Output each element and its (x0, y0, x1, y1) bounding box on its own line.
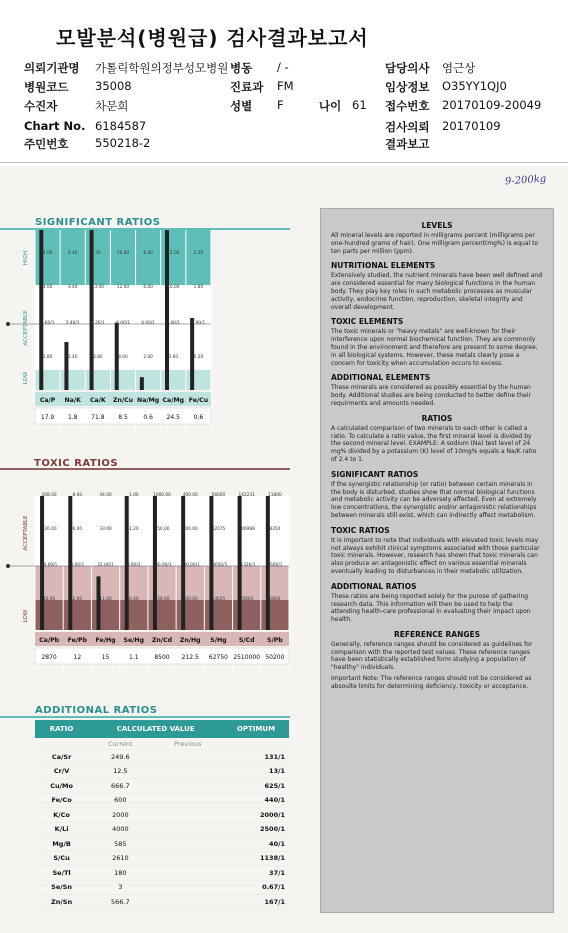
field-label: 진료과 (230, 80, 264, 94)
significant-ratios-chart (0, 228, 300, 438)
table-row (35, 808, 289, 823)
bar (90, 230, 94, 390)
tick-label: 6.00 (72, 527, 83, 532)
tick-label: 84.00/1 (40, 563, 58, 568)
current-cell: 666.7 (88, 779, 152, 794)
table-row (35, 866, 289, 881)
field-label: Chart No. (24, 119, 86, 133)
tick-label: 400.00 (182, 493, 198, 498)
tick-label: 28050/1 (209, 563, 228, 568)
category-label: Fe/Hg (95, 637, 116, 644)
current-cell: 4000 (88, 822, 152, 837)
tick-label: 2800 (269, 597, 281, 602)
current-cell: 585 (88, 837, 152, 852)
tick-label: 500.00/1 (152, 563, 172, 568)
subheader-current: Current (88, 738, 152, 750)
field-label: 성별 (230, 99, 253, 113)
tick-label: 2.00 (143, 355, 153, 360)
tick-label: 2.00 (72, 597, 83, 602)
value-label: 2870 (41, 654, 57, 661)
ratio-cell: K/Li (35, 822, 88, 837)
field-label: 주민번호 (24, 137, 69, 151)
tick-label: 35663 (239, 597, 254, 602)
significant-ratios-title: SIGNIFICANT RATIOS (35, 217, 161, 228)
tick-label: 7.00/1 (166, 321, 181, 326)
panel-heading: TOXIC RATIOS (331, 525, 390, 535)
ratio-cell: Zn/Sn (35, 895, 88, 910)
category-label: S/Pb (267, 637, 283, 644)
zone-label: ACCEPTABLE (23, 515, 29, 551)
tick-label: 12.00 (116, 285, 130, 290)
panel-paragraph: Extensively studied, the nutrient minerals have been well defined and are considered essential for many biological functions in the human body. They play key roles in such metabolic processes as muscular activity, endocrine function, reproduction, skeletal integrity and overall development. (331, 272, 543, 311)
field-value: 20170109 (442, 119, 501, 133)
tick-label: 14025 (211, 597, 226, 602)
category-label: Na/K (64, 397, 81, 404)
field-value: 61 (352, 98, 367, 112)
optimum-cell: 2000/1 (223, 808, 289, 823)
current-cell: 600 (88, 793, 152, 808)
tick-label: 0.80/1 (126, 563, 141, 568)
tick-label: 4.00/1 (70, 563, 85, 568)
tick-label: 4.20/1 (90, 321, 105, 326)
zone-label: ACCEPTABLE (23, 310, 29, 346)
section-rule (0, 716, 290, 718)
panel-paragraph: All mineral levels are reported in milligrams percent (milligrams per one-hundred grams of hair). One milligram percent(mg%) is equal to ten parts per million (ppm). (331, 232, 539, 255)
value-label: 0.6 (143, 414, 153, 421)
field-value: F (277, 98, 284, 112)
panel-heading: SIGNIFICANT RATIOS (331, 469, 419, 479)
value-label: 212.5 (181, 654, 199, 661)
optimum-cell: 1138/1 (223, 851, 289, 866)
field-label: 수진자 (24, 99, 58, 113)
tick-label: 1.40 (67, 355, 78, 360)
previous-cell (153, 837, 224, 852)
previous-cell (153, 779, 224, 794)
tick-label: 1.20 (128, 527, 139, 532)
previous-cell (153, 764, 224, 779)
table-row (35, 880, 289, 895)
tick-label: 2.40/1 (65, 321, 80, 326)
ratio-cell: K/Co (35, 808, 88, 823)
tick-label: 4.00/1 (141, 321, 156, 326)
previous-cell (153, 880, 224, 895)
field-value: / - (277, 60, 289, 74)
previous-cell (153, 808, 224, 823)
optimum-cell: 625/1 (223, 779, 289, 794)
value-label: 8.5 (118, 414, 128, 421)
tick-label: 2.60/1 (40, 321, 55, 326)
tick-label: 20 (95, 251, 101, 256)
additional-ratios-title: ADDITIONAL RATIOS (35, 705, 158, 716)
previous-cell (153, 750, 224, 765)
tick-label: 168.00 (41, 493, 57, 498)
tick-label: 42.00 (42, 597, 56, 602)
value-label: 2510000 (233, 654, 261, 661)
tick-label: 106988 (238, 527, 255, 532)
tick-label: 3.00 (42, 285, 53, 290)
tick-label: 11800 (268, 493, 282, 498)
previous-cell (153, 851, 224, 866)
table-row (35, 779, 289, 794)
field-value: 20170109-20049 (442, 98, 542, 112)
field-label: 의뢰기관명 (24, 61, 80, 75)
tick-label: 250.00 (154, 597, 170, 602)
table-row (35, 822, 289, 837)
optimum-cell: 2500/1 (223, 822, 289, 837)
zone-band (35, 600, 289, 630)
tick-label: 42075 (211, 527, 226, 532)
zone-band (35, 370, 211, 390)
zone-band (35, 230, 211, 285)
panel-paragraph: If the synergistic relationship (or ratio) between certain minerals in the body is disturbed, studies show that normal biological functions and metabolic activity can be adversely affected. Even at extremely low concentrations, the synergistic and/or antagonistic relationships between minerals still exist, which can indirectly affect metabolism. (331, 480, 537, 519)
bar (64, 342, 68, 390)
tick-label: 8.00 (143, 251, 153, 256)
field-value: 차문희 (95, 99, 129, 113)
value-label: 62750 (208, 654, 228, 661)
toxic-ratios-title: TOXIC RATIOS (34, 458, 119, 469)
tick-label: 2.80 (93, 355, 103, 360)
category-label: Zn/Hg (179, 637, 201, 644)
zone-label: HIGH (23, 250, 29, 266)
tick-label: 71326/1 (237, 563, 256, 568)
tick-label: 200.00/1 (180, 563, 200, 568)
optimum-cell: 131/1 (223, 750, 289, 765)
table-row (35, 750, 289, 765)
panel-paragraph: A calculated comparison of two minerals to each other is called a ratio. To calculate a ratio value, the first mineral level is divided by the second mineral level. EXAMPLE: A sodium (Na) test level of 24 mg% divided by a potassium (K) level of 10mg% equals a Na/K ratio of 2.4 to 1. (331, 424, 537, 463)
zone-label: LOW (23, 609, 29, 623)
panel-heading: RATIOS (421, 413, 453, 423)
current-cell: 249.6 (88, 750, 152, 765)
current-cell: 2610 (88, 851, 152, 866)
tick-label: 1.80 (42, 355, 53, 360)
tick-label: 5600/1 (267, 563, 283, 568)
field-value: 6184587 (95, 119, 147, 133)
field-value: FM (277, 79, 294, 93)
previous-cell (153, 866, 224, 881)
field-value: 염근상 (442, 61, 476, 75)
value-label: 1.8 (67, 414, 78, 421)
value-label: 8500 (154, 654, 170, 661)
category-label: Fe/Cu (188, 397, 209, 404)
tick-label: 8.00 (72, 493, 83, 498)
tick-label: 8350 (269, 527, 281, 532)
panel-paragraph: The toxic minerals or "heavy metals" are well-known for their interference upon normal biochemical function. They are commonly found in the environment and therefore are present to some degree, in all biological systems. However, these metals clearly pose a concern for toxicity when accumulation occurs to excess. (331, 328, 538, 367)
category-label: Ca/Pb (39, 637, 60, 644)
handwritten-note: 9-200kg (504, 173, 547, 188)
table-row (35, 793, 289, 808)
tick-label: 11.00 (99, 597, 112, 602)
tick-label: 100.00 (182, 597, 198, 602)
optimum-cell: 0.67/1 (223, 880, 289, 895)
panel-heading: ADDITIONAL ELEMENTS (331, 373, 431, 383)
tick-label: 6.00 (143, 285, 153, 290)
ratio-cell: Se/Sn (35, 880, 88, 895)
col-ratio: RATIO (35, 720, 88, 738)
bar (97, 576, 101, 630)
tick-label: 13.00 (91, 285, 105, 290)
value-label: 0.6 (193, 414, 204, 421)
category-label: Ca/Mg (162, 397, 185, 404)
category-label: Ca/P (39, 397, 56, 404)
field-label: 병원코드 (24, 80, 69, 94)
field-label: 임상정보 (385, 80, 430, 94)
zone-band (35, 566, 289, 600)
tick-label: 0.40 (128, 597, 139, 602)
subheader-previous: Previous (153, 738, 224, 750)
value-label: 71.8 (91, 414, 105, 421)
field-label: 검사의뢰 (385, 120, 430, 134)
report-title: 모발분석(병원급) 검사결과보고서 (56, 26, 369, 50)
field-label: 나이 (319, 99, 342, 113)
table-row (35, 895, 289, 910)
current-cell: 3 (88, 880, 152, 895)
panel-heading: LEVELS (421, 221, 453, 230)
panel-heading: ADDITIONAL RATIOS (331, 581, 417, 591)
report-header (0, 0, 568, 163)
field-label: 결과보고 (385, 137, 430, 151)
tick-label: 33.00 (99, 527, 112, 532)
ratio-cell: Mg/B (35, 837, 88, 852)
panel-paragraph: It is important to note that individuals with elevated toxic levels may not always exhibit clinical symptoms associated with those particular toxic minerals. However, research has shown that toxic minerals can also produce an antagonistic effect on various essential minerals eventually leading to disturbances in their metabolic utilization. (331, 536, 540, 575)
ratio-cell: Ca/Sr (35, 750, 88, 765)
tick-label: 4.40 (67, 251, 78, 256)
panel-paragraph: Important Note: The reference ranges should not be considered as absoulte limits for determining deficiency, toxicity or acceptance. (331, 675, 532, 690)
bar (190, 318, 194, 390)
bar (140, 377, 144, 390)
previous-cell (153, 793, 224, 808)
ratio-cell: Fe/Co (35, 793, 88, 808)
current-cell: 2000 (88, 808, 152, 823)
field-value: O35YY1QJ0 (442, 79, 507, 93)
category-label: Fe/Pb (67, 637, 88, 644)
tick-label: 126.00 (41, 527, 57, 532)
field-value: 가톨릭학원의정부성모병원 (95, 61, 229, 75)
tick-label: 0.20 (193, 355, 204, 360)
value-label: 17.9 (40, 414, 55, 421)
optimum-cell: 40/1 (223, 837, 289, 852)
optimum-cell: 13/1 (223, 764, 289, 779)
table-row (35, 764, 289, 779)
category-label: Ca/K (89, 397, 106, 404)
optimum-cell: 37/1 (223, 866, 289, 881)
field-label: 접수번호 (385, 99, 430, 113)
panel-heading: REFERENCE RANGES (393, 629, 481, 639)
current-cell: 566.7 (88, 895, 152, 910)
field-value: 550218-2 (95, 136, 151, 150)
tick-label: 1.80 (193, 285, 204, 290)
tick-label: 300.00 (182, 527, 198, 532)
field-label: 담당의사 (385, 61, 430, 75)
current-cell: 12.5 (88, 764, 152, 779)
col-optimum: OPTIMUM (223, 720, 289, 738)
ratio-cell: Se/Tl (35, 866, 88, 881)
panel-paragraph: Generally, reference ranges should be considered as guidelines for comparison with the reported test values. These reference ranges have been statistically established form studying a population of "healthy" individuals. (331, 640, 533, 672)
tick-label: 16.00 (116, 251, 130, 256)
category-label: S/Cd (238, 637, 255, 644)
tick-label: 15.00 (167, 251, 180, 256)
tick-label: 22.00/1 (97, 563, 114, 568)
mid-marker (6, 322, 10, 326)
tick-label: 2.30 (193, 251, 204, 256)
category-label: Na/Mg (137, 397, 160, 404)
optimum-cell: 167/1 (223, 895, 289, 910)
toxic-ratios-chart (0, 468, 300, 688)
value-label: 15 (101, 654, 110, 661)
field-value: 35008 (95, 79, 132, 93)
explanation-panel (320, 208, 554, 913)
previous-cell (153, 822, 224, 837)
zone-label: LOW (23, 371, 29, 385)
ratio-cell: S/Cu (35, 851, 88, 866)
panel-heading: TOXIC ELEMENTS (331, 317, 404, 327)
category-label: Se/Hg (123, 637, 145, 644)
mid-marker (6, 564, 10, 568)
tick-label: 750.00 (154, 527, 170, 532)
panel-paragraph: These minerals are considered as possibly essential by the human body. Additional studies are being conducted to better define their requirments and amounts needed. (331, 384, 531, 407)
tick-label: 44.00 (99, 493, 112, 498)
panel-heading: NUTRITIONAL ELEMENTS (331, 261, 436, 271)
panel-paragraph: These ratios are being reported solely for the purose of gathering research data. This information will then be used to help the attending health-care professional in evaluating their impact upon health. (331, 592, 531, 624)
value-label: 24.5 (166, 414, 180, 421)
ratio-cell: Cr/V (35, 764, 88, 779)
tick-label: 1000.00 (153, 493, 171, 498)
tick-label: 3.40 (67, 285, 78, 290)
category-label: S/Hg (210, 637, 227, 644)
tick-label: 10.00 (167, 285, 180, 290)
table-row (35, 837, 289, 852)
ratio-cell: Cu/Mo (35, 779, 88, 794)
tick-label: 0.90/1 (191, 321, 206, 326)
optimum-cell: 440/1 (223, 793, 289, 808)
value-label: 12 (73, 654, 82, 661)
tick-label: 142231 (238, 493, 255, 498)
tick-label: 4.00 (118, 355, 128, 360)
tick-label: 3.60 (168, 355, 179, 360)
category-label: Zn/Cu (112, 397, 134, 404)
tick-label: 1.00 (128, 493, 139, 498)
col-calculated: CALCULATED VALUE (88, 720, 223, 738)
current-cell: 180 (88, 866, 152, 881)
value-label: 1.1 (129, 654, 139, 661)
value-label: 50200 (265, 654, 285, 661)
tick-label: 56000 (211, 493, 226, 498)
previous-cell (153, 895, 224, 910)
tick-label: 8.00/1 (116, 321, 130, 326)
additional-ratios-table (35, 720, 289, 910)
table-row (35, 851, 289, 866)
category-label: Zn/Cd (151, 637, 173, 644)
tick-label: 4.00 (42, 251, 53, 256)
field-label: 병동 (230, 61, 253, 75)
